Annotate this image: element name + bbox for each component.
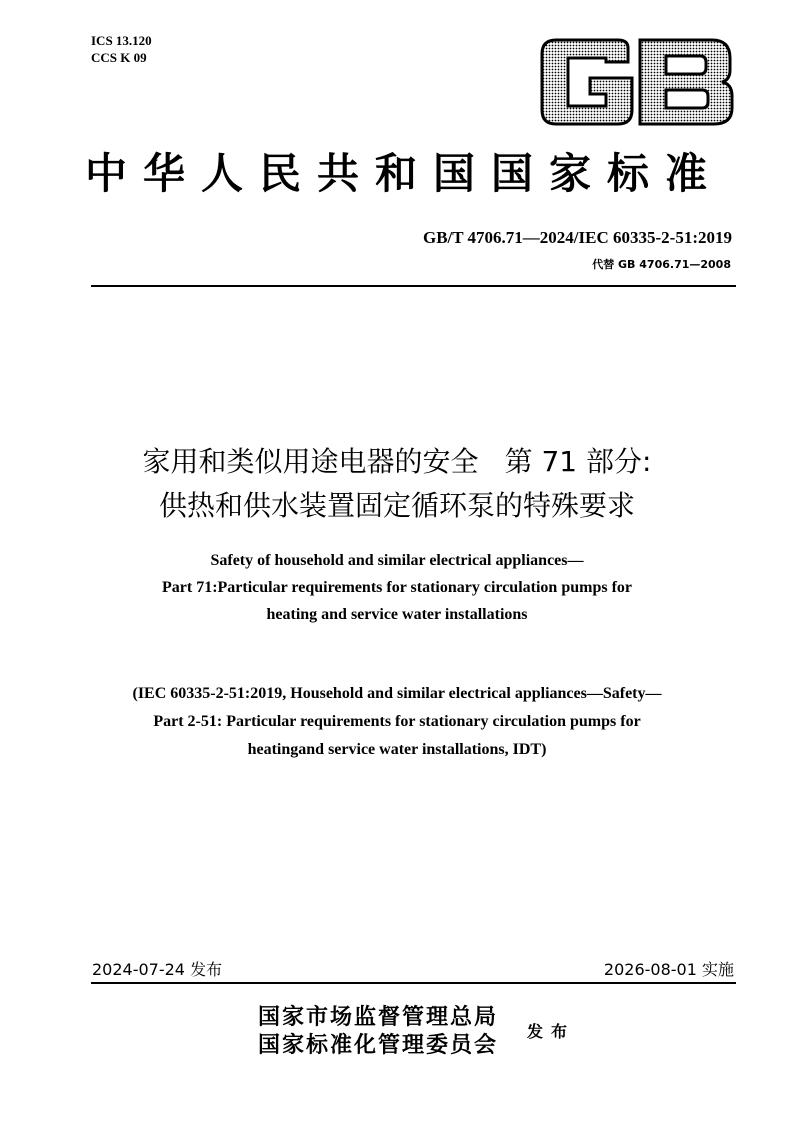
gb-logo	[536, 38, 736, 126]
english-title	[0, 547, 794, 628]
standard-number: GB/T 4706.71—2024/IEC 60335-2-51:2019	[422, 228, 732, 247]
english-title-line-2: Part 71:Particular requirements for stationary circulation pumps for	[161, 579, 632, 596]
standard-type-title: 中华人民共和国国家标准	[84, 149, 723, 198]
english-title-line-1: Safety of household and similar electrical appliances—	[210, 552, 584, 569]
chinese-title-line-1	[0, 440, 794, 484]
header-divider	[91, 285, 736, 287]
issue-action: 发布	[527, 1022, 576, 1041]
iec-reference-line-1: (IEC 60335-2-51:2019, Household and similar electrical appliances—Safety—	[132, 685, 662, 702]
iec-reference-line-3: heatingand service water installations, IDT)	[247, 741, 547, 758]
footer-divider	[91, 982, 736, 984]
english-title-line-3: heating and service water installations	[266, 606, 528, 623]
ccs-code: CCS K 09	[91, 50, 147, 65]
implementation-date: 2026-08-01 实施	[603, 960, 734, 979]
iec-reference	[0, 680, 794, 764]
publication-date: 2024-07-24 发布	[92, 960, 223, 979]
chinese-title-line-2: 供热和供水装置固定循环泵的特殊要求	[158, 489, 635, 522]
chinese-title	[0, 440, 794, 528]
iec-reference-line-2: Part 2-51: Particular requirements for stationary circulation pumps for	[153, 713, 641, 730]
ics-code: ICS 13.120	[91, 33, 152, 48]
chinese-title-part: 第 71 部分:	[504, 445, 652, 478]
replaces-standard: 代替 GB 4706.71—2008	[592, 258, 731, 271]
issuer-samr: 国家市场监督管理总局	[258, 1004, 499, 1030]
classification-codes	[91, 32, 152, 66]
chinese-title-main: 家用和类似用途电器的安全	[142, 445, 479, 478]
issuer-sac: 国家标准化管理委员会	[258, 1032, 499, 1058]
issuing-authorities	[258, 1003, 498, 1059]
